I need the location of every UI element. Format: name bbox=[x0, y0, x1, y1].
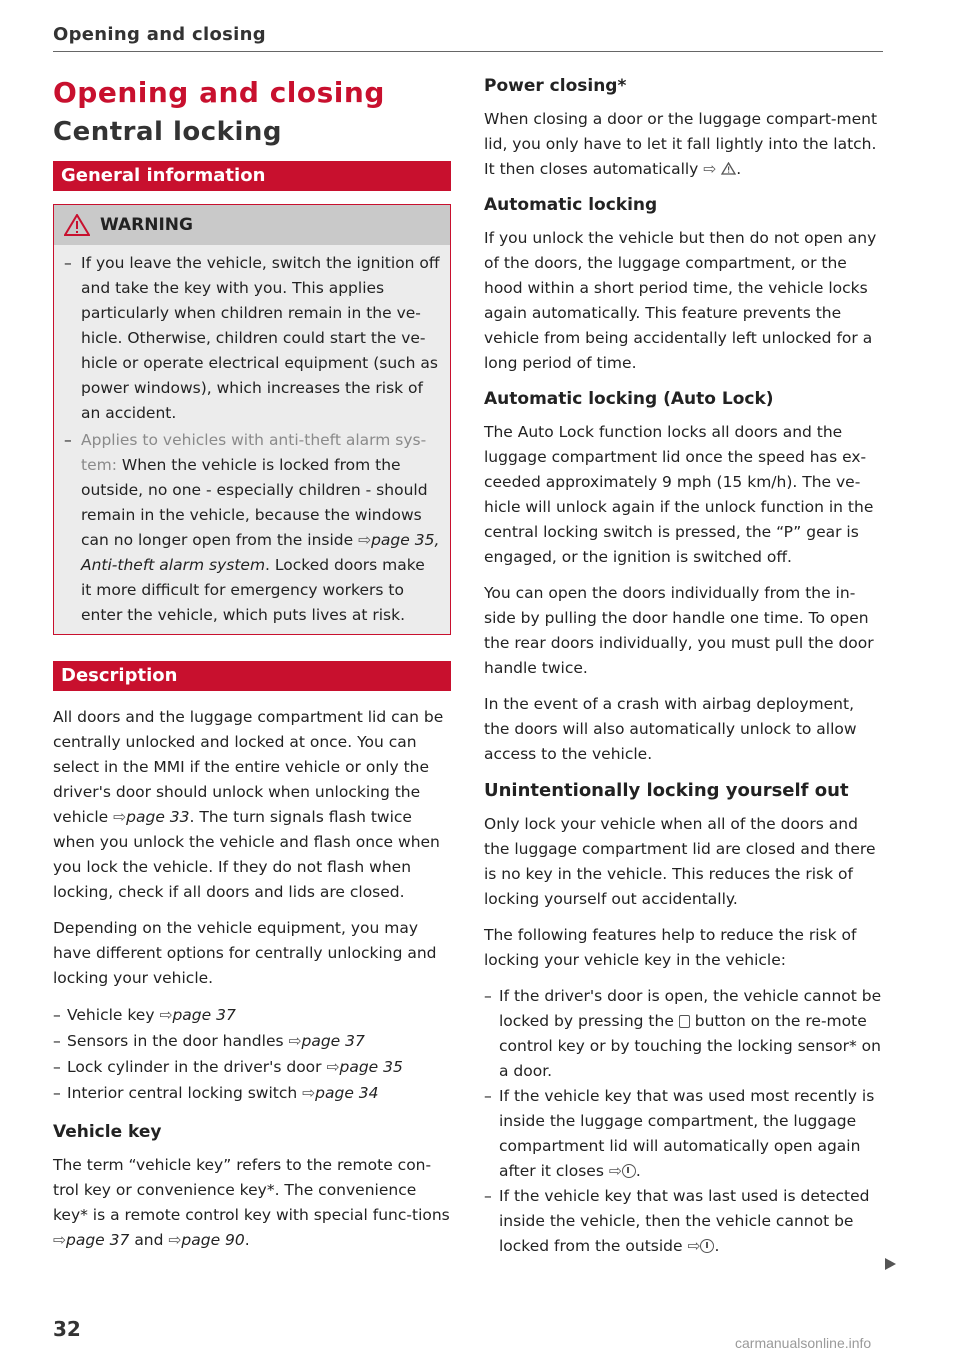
running-head: Opening and closing bbox=[53, 24, 266, 45]
warning-triangle-icon[interactable] bbox=[721, 162, 736, 175]
arrow-ref-icon: ⇨ bbox=[608, 1162, 622, 1180]
auto-lock-paragraph: The Auto Lock function locks all doors and the luggage compartment lid once the speed has ex-ceeded approximately 9 mph (15 km/h). The ve-hicle will unlock again if the unlock function in the central locking switch is pressed, the “P” gear is engaged, or the ignition is switched off. bbox=[484, 423, 874, 566]
description-paragraph: All doors and the luggage compartment lid can be centrally unlocked and locked at once. You can select in the MMI if the entire vehicle or only the driver's door should unlock when unlocking the vehicle ⇨page 33. The turn signals flash twice when you unlock the vehicle and flash once when you lock the vehicle. If they do not flash when locking, check if all doors and lids are closed. bbox=[53, 708, 444, 901]
automatic-locking-heading: Automatic locking bbox=[484, 195, 658, 215]
locking-out-paragraph: The following features help to reduce the risk of locking your vehicle key in the vehicle: bbox=[484, 926, 857, 969]
warning-box bbox=[53, 204, 451, 635]
vehicle-key-heading: Vehicle key bbox=[53, 1122, 162, 1142]
arrow-ref-icon: ⇨ bbox=[687, 1237, 701, 1255]
dash-bullet: – bbox=[64, 254, 72, 272]
page-reference-link[interactable]: ⇨page 37 bbox=[53, 1231, 130, 1249]
list-item: – Sensors in the door handles ⇨page 37 bbox=[53, 1032, 365, 1050]
power-closing-heading: Power closing* bbox=[484, 76, 627, 96]
arrow-ref-icon: ⇨ bbox=[326, 1058, 340, 1076]
warning-body bbox=[54, 245, 450, 634]
warning-title: WARNING bbox=[100, 215, 193, 235]
automatic-locking-paragraph: If you unlock the vehicle but then do not open any of the doors, the luggage compartment, or the hood within a short period time, the vehicle locks again automatically. This feature prevents the vehicle from being accidentally left unlocked for a long period of time. bbox=[484, 229, 877, 372]
warning-item-text: If you leave the vehicle, switch the ignition off and take the key with you. This applies particularly when children remain in the ve-hicle. Otherwise, children could start the ve-hicle or operate electrical equipment (such as power windows), which increases the risk of an accident. bbox=[81, 254, 440, 422]
arrow-ref-icon: ⇨ bbox=[703, 160, 717, 178]
list-item: – Lock cylinder in the driver's door ⇨page 35 bbox=[53, 1058, 403, 1076]
page-reference-link[interactable]: ⇨page 90 bbox=[168, 1231, 245, 1249]
page-reference-link[interactable]: ⇨page 33 bbox=[113, 808, 190, 826]
page-reference-link[interactable]: ⇨page 35 bbox=[326, 1058, 403, 1076]
arrow-ref-icon: ⇨ bbox=[302, 1084, 316, 1102]
chapter-title: Opening and closing bbox=[53, 76, 385, 109]
arrow-ref-icon: ⇨ bbox=[159, 1006, 173, 1024]
section-title: Central locking bbox=[53, 117, 282, 147]
power-closing-paragraph: When closing a door or the luggage compart-ment lid, you only have to let it fall lightly into the latch. It then closes automatically ⇨ . bbox=[484, 110, 878, 178]
page-reference-link[interactable]: ⇨page 37 bbox=[288, 1032, 365, 1050]
description-bar: Description bbox=[53, 661, 451, 691]
warning-item-tail: Locked doors make it more difficult for emergency workers to enter the vehicle, which puts lives at risk. bbox=[81, 556, 425, 624]
locking-out-list bbox=[484, 984, 882, 1259]
list-item: – If the driver's door is open, the vehicle cannot be locked by pressing the button on the re-mote control key or by touching the locking sensor* on a door. bbox=[484, 987, 882, 1080]
general-information-bar: General information bbox=[53, 161, 451, 191]
arrow-ref-icon: ⇨ bbox=[168, 1231, 182, 1249]
dash-bullet: – bbox=[64, 431, 72, 449]
unlock-methods-list bbox=[53, 1002, 451, 1106]
page-number: 32 bbox=[53, 1317, 81, 1341]
page-reference-link[interactable]: ⇨page 35, Anti-theft alarm system bbox=[81, 531, 440, 574]
arrow-ref-icon: ⇨ bbox=[288, 1032, 302, 1050]
description-paragraph: Depending on the vehicle equipment, you may have different options for centrally unlocking and locking your vehicle. bbox=[53, 919, 437, 987]
page-reference-link[interactable]: ⇨page 37 bbox=[159, 1006, 236, 1024]
applicability-note: Applies to vehicles with anti-theft alarm sys-tem: bbox=[81, 431, 427, 474]
arrow-ref-icon: ⇨ bbox=[358, 531, 372, 549]
list-item: – If the vehicle key that was used most recently is inside the luggage compartment, the luggage compartment lid will automatically open again after it closes ⇨ . bbox=[484, 1087, 875, 1180]
auto-lock-paragraph: In the event of a crash with airbag deployment, the doors will also automatically unlock to allow access to the vehicle. bbox=[484, 695, 857, 763]
note-circle-icon[interactable] bbox=[622, 1164, 636, 1178]
locking-yourself-out-heading: Unintentionally locking yourself out bbox=[484, 780, 849, 801]
vehicle-key-paragraph: The term “vehicle key” refers to the remote con-trol key or convenience key*. The convenience key* is a remote control key with special func-tions ⇨page 37 and ⇨page 90. bbox=[53, 1156, 450, 1249]
header-rule bbox=[53, 51, 883, 52]
list-item: – If the vehicle key that was last used is detected inside the vehicle, then the vehicle cannot be locked from the outside ⇨ . bbox=[484, 1187, 870, 1255]
auto-lock-paragraph: You can open the doors individually from the in-side by pulling the door handle one time. To open the rear doors individually, you must pull the door handle twice. bbox=[484, 584, 874, 677]
lock-button-icon bbox=[679, 1015, 690, 1028]
list-item: – Interior central locking switch ⇨page 34 bbox=[53, 1084, 379, 1102]
right-column bbox=[484, 74, 882, 1271]
warning-triangle-icon bbox=[64, 214, 90, 236]
list-item: – Vehicle key ⇨page 37 bbox=[53, 1006, 236, 1024]
note-circle-icon[interactable] bbox=[700, 1239, 714, 1253]
continue-arrow-icon bbox=[885, 1258, 896, 1270]
warning-item bbox=[64, 251, 440, 426]
page-reference-link[interactable]: ⇨page 34 bbox=[302, 1084, 379, 1102]
watermark: carmanualsonline.info bbox=[735, 1335, 872, 1351]
warning-item-text: When the vehicle is locked from the outside, no one - especially children - should remain in the vehicle, because the windows can no longer open from the inside bbox=[81, 456, 428, 549]
arrow-ref-icon: ⇨ bbox=[53, 1231, 66, 1249]
warning-header bbox=[54, 205, 450, 245]
warning-item: – Applies to vehicles with anti-theft alarm sys-tem: When the vehicle is locked from the outside, no one - especially children - should remain in the vehicle, because the windows can no longer open from the inside ⇨page 35, Anti-theft alarm system. Locked doors make it more difficult for emergency workers to enter the vehicle, which puts lives at risk. bbox=[64, 428, 440, 628]
auto-lock-heading: Automatic locking (Auto Lock) bbox=[484, 389, 774, 409]
arrow-ref-icon: ⇨ bbox=[113, 808, 127, 826]
locking-out-paragraph: Only lock your vehicle when all of the doors and the luggage compartment lid are closed and there is no key in the vehicle. This reduces the risk of locking yourself out accidentally. bbox=[484, 815, 876, 908]
left-column bbox=[53, 72, 451, 1264]
